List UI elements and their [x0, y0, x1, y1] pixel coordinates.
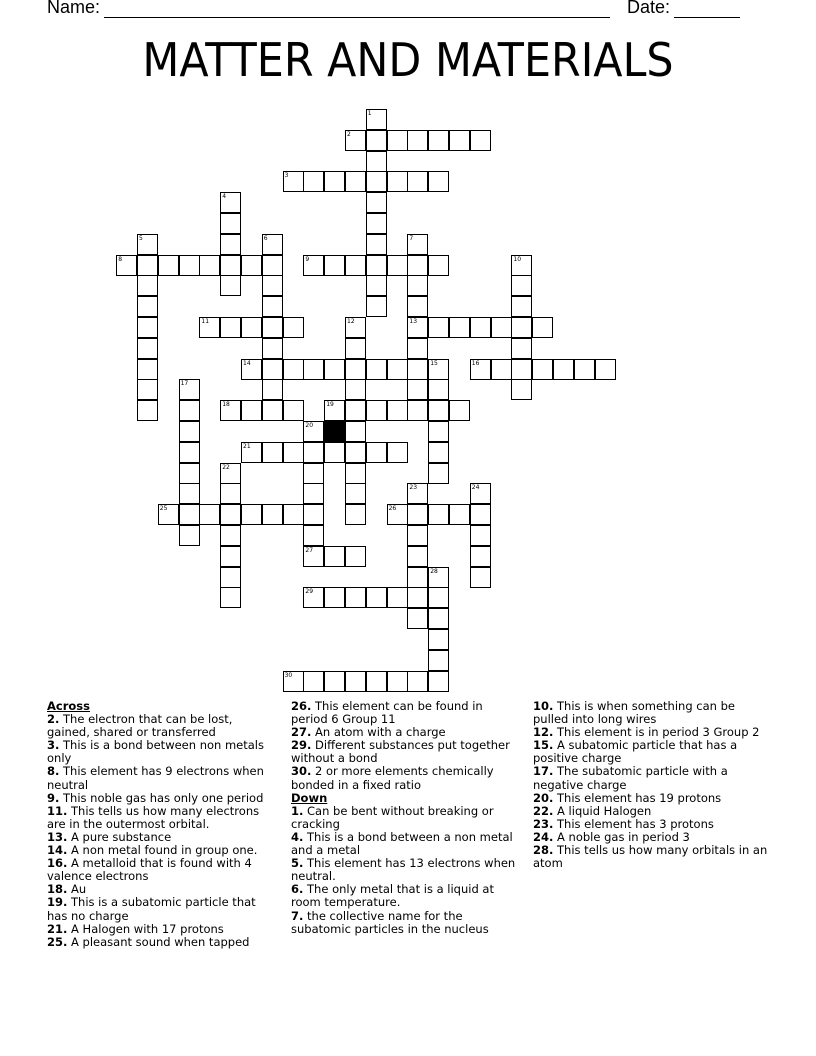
clue-item-number: 15. [533, 738, 554, 753]
clue-item-text: This is when something can be pulled into long wires [533, 699, 735, 727]
clue-number: 7 [409, 234, 414, 242]
grid-cell[interactable] [428, 421, 449, 442]
clue-item-text: A pleasant sound when tapped [71, 934, 250, 949]
clue-item-number: 20. [533, 790, 554, 805]
grid-cell[interactable] [407, 608, 428, 629]
grid-cell[interactable] [387, 442, 408, 463]
grid-cell[interactable] [303, 525, 324, 546]
grid-cell[interactable] [470, 567, 491, 588]
clue-item [291, 883, 516, 909]
clue-number: 8 [118, 255, 123, 263]
grid-cell[interactable] [262, 317, 283, 338]
clue-item-number: 12. [533, 725, 554, 740]
page-title: MATTER AND MATERIALS [142, 33, 674, 87]
grid-cell[interactable] [220, 317, 241, 338]
grid-cell[interactable] [407, 130, 428, 151]
clue-item-number: 26. [291, 699, 312, 713]
clue-item [47, 765, 267, 791]
clue-item-text: This tells us how many electrons are in the outermost orbital. [47, 803, 260, 831]
grid-cell[interactable] [428, 442, 449, 463]
grid-cell[interactable] [428, 671, 449, 692]
grid-cell[interactable] [262, 275, 283, 296]
grid-cell[interactable] [595, 359, 616, 380]
clue-item [533, 844, 768, 870]
grid-cell[interactable] [345, 359, 366, 380]
date-label: Date: [627, 0, 671, 17]
clue-number: 19 [326, 401, 334, 409]
grid-cell[interactable] [428, 463, 449, 484]
grid-cell[interactable] [470, 130, 491, 151]
clue-number: 26 [388, 505, 397, 513]
clue-item [533, 765, 768, 791]
clue-item-number: 1. [291, 803, 304, 818]
grid-cell[interactable] [220, 567, 241, 588]
grid-cell[interactable] [303, 359, 324, 380]
clue-item-number: 8. [47, 764, 60, 779]
grid-cell[interactable] [262, 379, 283, 400]
grid-cell[interactable] [262, 338, 283, 359]
grid-cell[interactable] [387, 255, 408, 276]
clue-item-text: A liquid Halogen [557, 803, 652, 818]
grid-cell[interactable] [407, 359, 428, 380]
grid-cell[interactable] [158, 255, 179, 276]
grid-cell[interactable] [366, 130, 387, 151]
clue-item-text: The electron that can be lost, gained, shared or transferred [47, 712, 233, 740]
clue-number: 14 [243, 359, 251, 367]
grid-cell[interactable] [345, 463, 366, 484]
grid-cell[interactable] [449, 130, 470, 151]
clue-item [47, 805, 267, 831]
clue-item-text: This element has 19 protons [557, 790, 722, 805]
grid-cell[interactable] [283, 504, 304, 525]
clue-item-number: 6. [291, 882, 304, 897]
clue-number: 4 [222, 193, 227, 201]
grid-cell[interactable] [179, 400, 200, 421]
grid-cell[interactable] [428, 629, 449, 650]
grid-cell[interactable] [428, 504, 449, 525]
clue-item [47, 857, 267, 883]
clue-number: 1 [367, 110, 372, 117]
grid-cell[interactable] [179, 504, 200, 525]
grid-cell[interactable] [449, 400, 470, 421]
grid-cell[interactable] [574, 359, 595, 380]
clue-number: 30 [284, 671, 293, 679]
clue-item-number: 10. [533, 699, 554, 713]
clue-item-text: This element has 9 electrons when neutral [47, 764, 264, 792]
clue-item-text: A non metal found in group one. [71, 843, 258, 858]
clue-item [47, 739, 267, 765]
grid-cell[interactable] [407, 275, 428, 296]
clue-item-text: Can be bent without breaking or cracking [291, 803, 494, 831]
grid-cell[interactable] [220, 587, 241, 608]
clue-item-number: 19. [47, 895, 68, 910]
grid-cell[interactable] [303, 483, 324, 504]
grid-cell[interactable] [407, 171, 428, 192]
clue-item-text: This tells us how many orbitals in an atom [533, 843, 768, 871]
clue-item-text: A pure substance [71, 829, 172, 844]
clue-item [291, 831, 516, 857]
grid-cell[interactable] [220, 504, 241, 525]
grid-cell[interactable] [220, 525, 241, 546]
grid-cell[interactable] [324, 442, 345, 463]
grid-cell[interactable] [345, 421, 366, 442]
grid-cell[interactable] [345, 400, 366, 421]
clue-item-number: 25. [47, 934, 68, 949]
clue-item-number: 30. [291, 764, 312, 779]
grid-cell[interactable] [407, 546, 428, 567]
grid-cell[interactable] [220, 213, 241, 234]
clue-item-text: This element has 3 protons [557, 816, 714, 831]
clue-number: 29 [305, 588, 314, 596]
clue-item-text: This element can be found in period 6 Group 11 [291, 699, 483, 727]
grid-cell[interactable] [179, 442, 200, 463]
clues-column-1 [47, 700, 267, 949]
clue-item-text: This is a bond between a non metal and a metal [291, 829, 513, 858]
grid-cell[interactable] [407, 525, 428, 546]
grid-cell[interactable] [262, 504, 283, 525]
clue-item-number: 13. [47, 829, 68, 844]
grid-cell[interactable] [428, 608, 449, 629]
clue-number: 12 [347, 318, 355, 325]
grid-cell[interactable] [345, 379, 366, 400]
clue-item-number: 18. [47, 882, 68, 897]
grid-cell[interactable] [428, 317, 449, 338]
grid-cell[interactable] [511, 359, 532, 380]
clue-item-number: 17. [533, 764, 554, 779]
grid-cell[interactable] [428, 255, 449, 276]
grid-cell[interactable] [283, 442, 304, 463]
name-label: Name: [47, 0, 101, 17]
grid-cell[interactable] [407, 504, 428, 525]
grid-cell[interactable] [491, 359, 512, 380]
grid-cell[interactable] [345, 171, 366, 192]
grid-cell[interactable] [428, 130, 449, 151]
grid-cell[interactable] [137, 296, 158, 317]
grid-cell[interactable] [324, 255, 345, 276]
clues-column-2 [291, 700, 516, 936]
clue-item-text: The only metal that is a liquid at room temperature. [291, 882, 494, 910]
grid-cell[interactable] [470, 504, 491, 525]
grid-cell[interactable] [220, 255, 241, 276]
grid-cell[interactable] [449, 504, 470, 525]
clue-item [291, 765, 516, 791]
grid-cell[interactable] [199, 255, 220, 276]
clue-item-text: 2 or more elements chemically bonded in a fixed ratio [291, 764, 494, 792]
clue-number: 5 [139, 234, 143, 242]
clue-item-number: 28. [533, 843, 554, 858]
clue-number: 2 [347, 130, 351, 138]
grid-cell[interactable] [407, 671, 428, 692]
grid-cell[interactable] [428, 379, 449, 400]
clue-item [47, 936, 267, 949]
clue-number: 25 [159, 505, 168, 513]
grid-cell[interactable] [324, 587, 345, 608]
clue-item [533, 739, 768, 765]
clue-item-number: 4. [291, 829, 304, 844]
grid-cell[interactable] [179, 421, 200, 442]
clue-item-number: 9. [47, 790, 60, 805]
grid-cell[interactable] [511, 296, 532, 317]
clue-item-text: The subatomic particle with a negative charge [533, 764, 728, 792]
grid-cell[interactable] [137, 359, 158, 380]
grid-cell[interactable] [407, 255, 428, 276]
clue-item-text: This element has 13 electrons when neutral. [291, 856, 516, 884]
grid-cell[interactable] [303, 442, 324, 463]
grid-cell[interactable] [220, 546, 241, 567]
clue-item-text: Different substances put together without a bond [291, 738, 510, 766]
clue-number: 6 [263, 234, 268, 242]
grid-cell[interactable] [303, 171, 324, 192]
grid-cell[interactable] [553, 359, 574, 380]
clue-item-text: A Halogen with 17 protons [71, 921, 224, 936]
grid-cell[interactable] [303, 463, 324, 484]
grid-cell[interactable] [366, 213, 387, 234]
grid-cell[interactable] [511, 338, 532, 359]
grid-cell[interactable] [407, 400, 428, 421]
clue-item-text: Au [71, 882, 87, 897]
clue-item [291, 857, 516, 883]
clue-number: 10 [513, 255, 522, 263]
grid-cell[interactable] [137, 317, 158, 338]
clue-item [47, 713, 267, 739]
clue-number: 11 [201, 318, 210, 325]
grid-cell[interactable] [470, 525, 491, 546]
clue-number: 20 [305, 422, 314, 429]
clue-item-number: 14. [47, 843, 68, 858]
grid-cell[interactable] [220, 234, 241, 255]
clue-item-text: An atom with a charge [315, 725, 446, 740]
grid-cell[interactable] [345, 587, 366, 608]
clue-number: 9 [305, 255, 310, 263]
clue-number: 28 [430, 567, 438, 575]
clue-item-number: 27. [291, 725, 312, 740]
grid-cell[interactable] [324, 671, 345, 692]
clue-item-number: 3. [47, 738, 60, 753]
grid-cell[interactable] [303, 671, 324, 692]
grid-cell[interactable] [449, 317, 470, 338]
clue-item [291, 739, 516, 765]
grid-cell[interactable] [511, 317, 532, 338]
grid-cell[interactable] [262, 442, 283, 463]
grid-cell-filled [324, 421, 345, 442]
clue-item-number: 16. [47, 856, 68, 871]
grid-cell[interactable] [366, 671, 387, 692]
grid-cell[interactable] [470, 546, 491, 567]
grid-cell[interactable] [366, 234, 387, 255]
grid-cell[interactable] [137, 379, 158, 400]
clue-number: 15 [430, 359, 438, 367]
down-heading: Down [291, 790, 328, 805]
clue-item-number: 23. [533, 816, 554, 831]
grid-cell[interactable] [324, 171, 345, 192]
grid-cell[interactable] [345, 504, 366, 525]
grid-cell[interactable] [137, 255, 158, 276]
grid-cell[interactable] [345, 546, 366, 567]
grid-cell[interactable] [262, 255, 283, 276]
grid-cell[interactable] [345, 338, 366, 359]
grid-cell[interactable] [220, 275, 241, 296]
grid-cell[interactable] [241, 317, 262, 338]
grid-cell[interactable] [387, 171, 408, 192]
grid-cell[interactable] [428, 650, 449, 671]
grid-cell[interactable] [366, 359, 387, 380]
grid-cell[interactable] [179, 483, 200, 504]
clue-item-text: the collective name for the subatomic particles in the nucleus [291, 908, 489, 936]
grid-cell[interactable] [407, 379, 428, 400]
clue-number: 22 [222, 463, 230, 471]
grid-cell[interactable] [241, 255, 262, 276]
grid-cell[interactable] [283, 359, 304, 380]
clue-item-text: A noble gas in period 3 [557, 829, 690, 844]
clue-number: 27 [305, 546, 314, 554]
grid-cell[interactable] [241, 400, 262, 421]
clue-number: 24 [471, 484, 480, 492]
clue-item-number: 29. [291, 738, 312, 753]
grid-cell[interactable] [199, 504, 220, 525]
clue-item-number: 24. [533, 829, 554, 844]
grid-cell[interactable] [407, 587, 428, 608]
across-heading: Across [47, 699, 90, 713]
grid-cell[interactable] [345, 483, 366, 504]
grid-cell[interactable] [470, 317, 491, 338]
clue-item [291, 700, 516, 726]
grid-cell[interactable] [428, 587, 449, 608]
clue-item [533, 700, 768, 726]
grid-cell[interactable] [387, 400, 408, 421]
clue-item-text: This noble gas has only one period [63, 790, 264, 805]
grid-cell[interactable] [262, 400, 283, 421]
grid-cell[interactable] [428, 171, 449, 192]
clue-item-text: This is a subatomic particle that has no charge [47, 895, 256, 923]
grid-cell[interactable] [137, 275, 158, 296]
grid-cell[interactable] [387, 130, 408, 151]
clue-number: 23 [409, 484, 418, 492]
grid-cell[interactable] [283, 317, 304, 338]
grid-cell[interactable] [324, 546, 345, 567]
grid-cell[interactable] [262, 296, 283, 317]
clues-column-3 [533, 700, 768, 870]
grid-cell[interactable] [366, 442, 387, 463]
grid-cell[interactable] [179, 525, 200, 546]
grid-cell[interactable] [387, 587, 408, 608]
grid-cell[interactable] [366, 171, 387, 192]
grid-cell[interactable] [428, 400, 449, 421]
grid-cell[interactable] [283, 400, 304, 421]
clue-item-text: This element is in period 3 Group 2 [557, 725, 760, 740]
clue-item-number: 5. [291, 856, 304, 871]
grid-cell[interactable] [345, 255, 366, 276]
clue-item [291, 910, 516, 936]
clue-number: 18 [222, 401, 230, 409]
grid-cell[interactable] [345, 442, 366, 463]
clue-item [47, 896, 267, 922]
grid-cell[interactable] [511, 275, 532, 296]
grid-cell[interactable] [262, 359, 283, 380]
grid-cell[interactable] [241, 504, 262, 525]
grid-cell[interactable] [303, 504, 324, 525]
grid-cell[interactable] [324, 359, 345, 380]
grid-cell[interactable] [366, 275, 387, 296]
grid-cell[interactable] [137, 338, 158, 359]
grid-cell[interactable] [137, 400, 158, 421]
clue-number: 17 [180, 380, 189, 388]
clue-number: 16 [471, 359, 480, 367]
grid-cell[interactable] [366, 255, 387, 276]
clue-number: 3 [284, 172, 289, 180]
clue-item [291, 805, 516, 831]
clue-item-text: This is a bond between non metals only [47, 738, 264, 766]
clue-item-text: A metalloid that is found with 4 valence electrons [47, 856, 252, 884]
clue-item-number: 21. [47, 921, 68, 936]
grid-cell[interactable] [532, 359, 553, 380]
grid-cell[interactable] [366, 587, 387, 608]
grid-cell[interactable] [179, 463, 200, 484]
grid-cell[interactable] [366, 400, 387, 421]
grid-cell[interactable] [387, 671, 408, 692]
grid-cell[interactable] [491, 317, 512, 338]
grid-cell[interactable] [345, 671, 366, 692]
clue-number: 13 [409, 318, 418, 325]
clue-number: 21 [243, 442, 251, 450]
grid-cell[interactable] [220, 483, 241, 504]
grid-cell[interactable] [532, 317, 553, 338]
grid-cell[interactable] [387, 359, 408, 380]
grid-cell[interactable] [179, 255, 200, 276]
grid-cell[interactable] [407, 567, 428, 588]
clue-item-number: 11. [47, 803, 68, 818]
grid-cell[interactable] [407, 296, 428, 317]
grid-cell[interactable] [366, 192, 387, 213]
grid-cell[interactable] [366, 151, 387, 172]
grid-cell[interactable] [407, 338, 428, 359]
clue-item-number: 2. [47, 712, 60, 727]
clue-item-number: 22. [533, 803, 554, 818]
grid-cell[interactable] [366, 296, 387, 317]
clue-item-number: 7. [291, 908, 304, 923]
grid-cell[interactable] [511, 379, 532, 400]
clue-item-text: A subatomic particle that has a positive charge [533, 738, 738, 766]
